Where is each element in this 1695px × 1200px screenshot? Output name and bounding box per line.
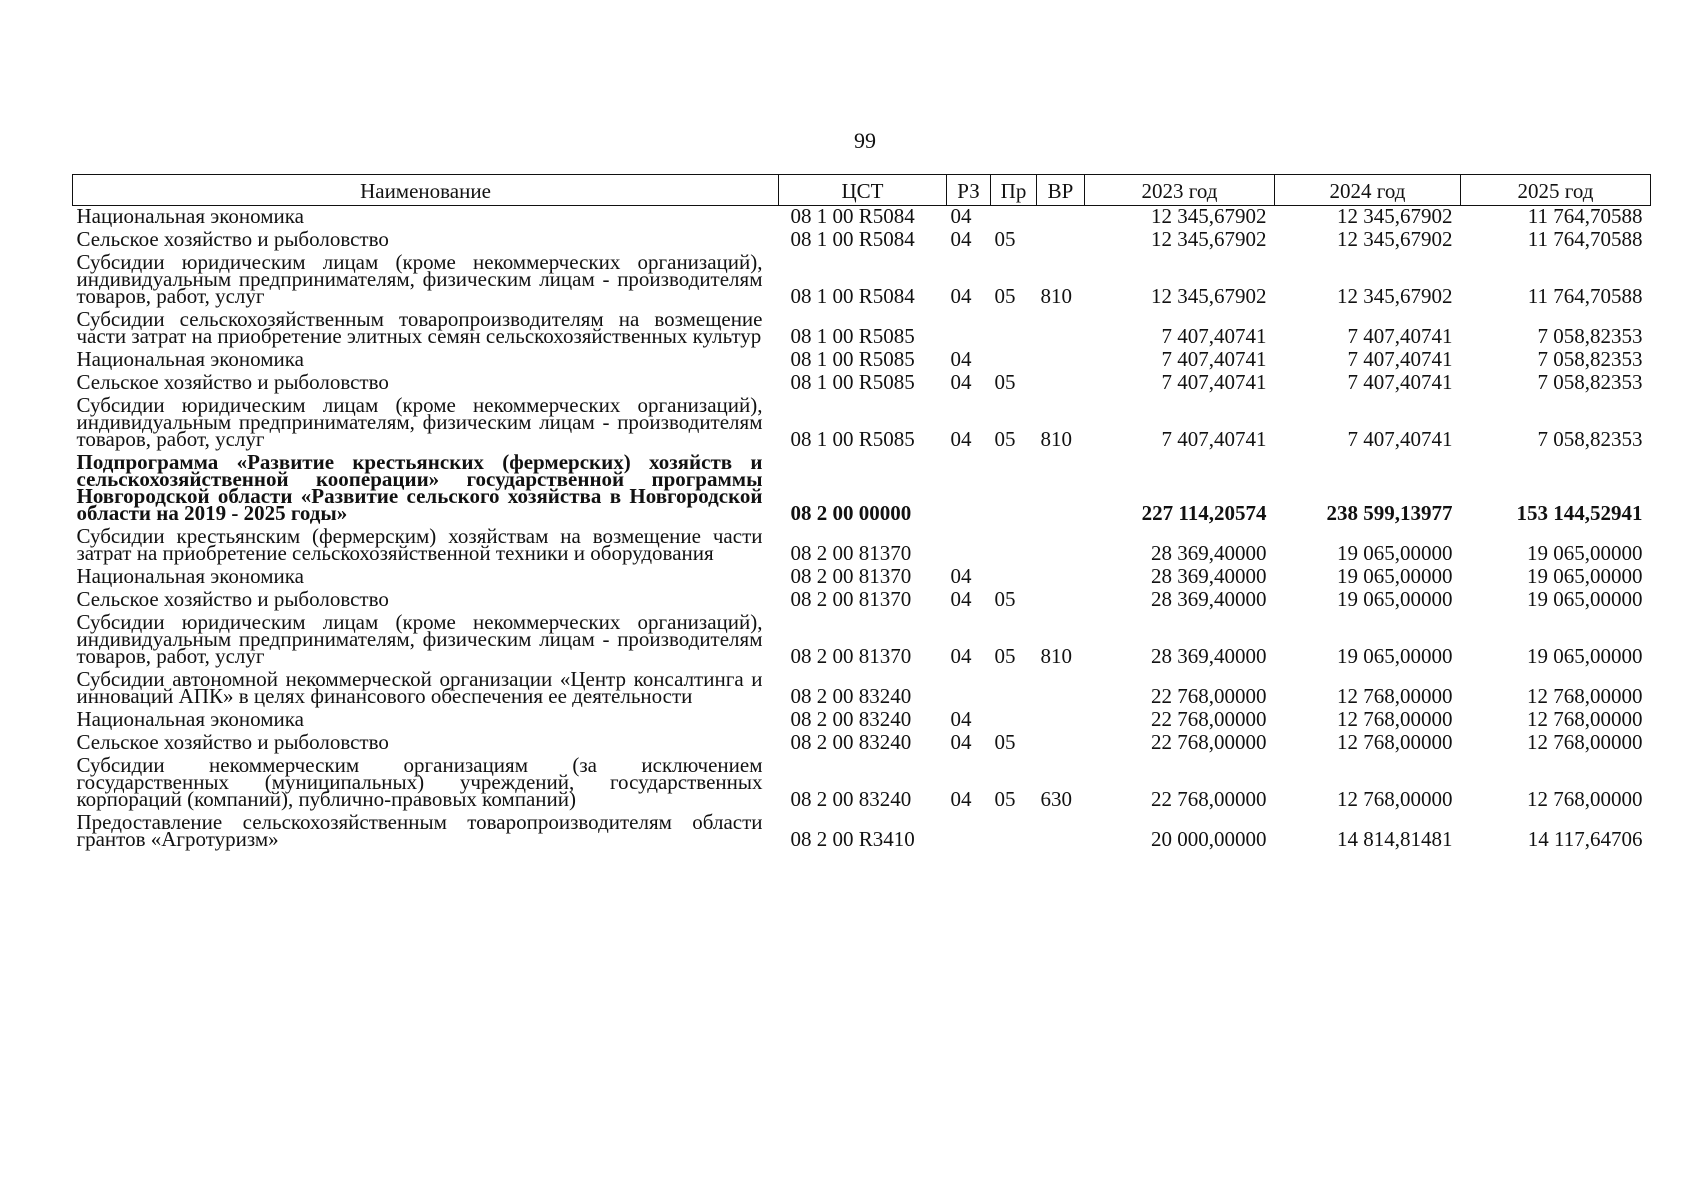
table-header-row (73, 175, 1651, 206)
row-name: Национальная экономика (76, 204, 304, 228)
row-rz-code (947, 669, 991, 709)
row-vr-code (1037, 349, 1085, 372)
row-value-2025: 12 768,00000 (1527, 787, 1643, 811)
row-cst-code: 08 2 00 83240 (790, 787, 912, 811)
row-pr-code: 05 (994, 730, 1016, 754)
table-row (73, 452, 1651, 526)
row-value-2024: 19 065,00000 (1337, 541, 1453, 565)
row-vr-code (1037, 812, 1085, 852)
header-vr: ВР (1037, 175, 1085, 206)
row-value-2023: 7 407,40741 (1161, 347, 1267, 371)
row-pr-code (991, 526, 1037, 566)
header-2024: 2024 год (1275, 175, 1461, 206)
row-rz-code: 04 (950, 644, 972, 668)
row-value-2025: 19 065,00000 (1527, 587, 1643, 611)
row-name: Сельское хозяйство и рыболовство (76, 227, 389, 251)
row-vr-code (1037, 566, 1085, 589)
row-value-2025: 12 768,00000 (1527, 707, 1643, 731)
row-vr-code (1037, 206, 1085, 230)
header-name: Наименование (73, 175, 779, 206)
row-value-2023: 22 768,00000 (1151, 730, 1267, 754)
row-value-2023: 20 000,00000 (1151, 827, 1267, 851)
row-name: Национальная экономика (76, 564, 304, 588)
table-row (73, 612, 1651, 669)
table-row (73, 755, 1651, 812)
row-value-2024: 12 345,67902 (1337, 284, 1453, 308)
row-rz-code (947, 309, 991, 349)
row-rz-code: 04 (950, 284, 972, 308)
row-value-2024: 12 768,00000 (1337, 787, 1453, 811)
row-value-2024: 7 407,40741 (1347, 324, 1453, 348)
table-row (73, 349, 1651, 372)
row-name: Субсидии юридическим лицам (кроме некоммерческих организаций), индивидуальным предпринимателям, физическим лицам - производителям товаров, работ, услуг (76, 250, 763, 308)
row-cst-code: 08 1 00 R5085 (790, 324, 915, 348)
row-rz-code: 04 (950, 427, 972, 451)
row-vr-code (1037, 372, 1085, 395)
row-value-2023: 22 768,00000 (1151, 787, 1267, 811)
row-value-2025: 19 065,00000 (1527, 541, 1643, 565)
row-rz-code (947, 452, 991, 526)
row-value-2025: 7 058,82353 (1537, 427, 1643, 451)
row-value-2024: 12 768,00000 (1337, 684, 1453, 708)
row-pr-code (991, 309, 1037, 349)
row-cst-code: 08 2 00 81370 (790, 587, 912, 611)
row-pr-code (991, 669, 1037, 709)
row-value-2023: 12 345,67902 (1151, 284, 1267, 308)
row-cst-code: 08 2 00 R3410 (790, 827, 915, 851)
row-cst-code: 08 1 00 R5084 (790, 204, 915, 228)
table-row (73, 589, 1651, 612)
budget-table (72, 174, 1651, 852)
row-name: Сельское хозяйство и рыболовство (76, 730, 389, 754)
row-pr-code (991, 709, 1037, 732)
row-pr-code: 05 (994, 427, 1016, 451)
table-row (73, 229, 1651, 252)
row-pr-code (991, 566, 1037, 589)
row-name: Предоставление сельскохозяйственным товаропроизводителям области грантов «Агротуризм» (76, 810, 763, 851)
row-pr-code: 05 (994, 587, 1016, 611)
row-value-2023: 22 768,00000 (1151, 684, 1267, 708)
row-vr-code (1037, 589, 1085, 612)
row-rz-code: 04 (950, 730, 972, 754)
row-rz-code: 04 (950, 587, 972, 611)
row-cst-code: 08 2 00 83240 (790, 684, 912, 708)
table-row (73, 669, 1651, 709)
row-name: Национальная экономика (76, 707, 304, 731)
row-name: Сельское хозяйство и рыболовство (76, 587, 389, 611)
row-value-2023: 28 369,40000 (1151, 541, 1267, 565)
row-rz-code: 04 (950, 370, 972, 394)
row-value-2025: 12 768,00000 (1527, 684, 1643, 708)
page-number: 99 (854, 128, 876, 153)
row-vr-code (1037, 452, 1085, 526)
row-value-2024: 12 768,00000 (1337, 707, 1453, 731)
row-value-2024: 7 407,40741 (1347, 370, 1453, 394)
row-pr-code (991, 452, 1037, 526)
row-value-2024: 19 065,00000 (1337, 564, 1453, 588)
table-row (73, 732, 1651, 755)
row-vr-code (1037, 709, 1085, 732)
row-name: Субсидии автономной некоммерческой организации «Центр консалтинга и инноваций АПК» в целях финансового обеспечения ее деятельности (76, 667, 763, 708)
row-vr-code (1037, 526, 1085, 566)
row-value-2023: 22 768,00000 (1151, 707, 1267, 731)
row-rz-code: 04 (950, 204, 972, 228)
table-row (73, 812, 1651, 852)
row-value-2024: 7 407,40741 (1347, 347, 1453, 371)
row-value-2025: 11 764,70588 (1527, 204, 1643, 228)
header-2023: 2023 год (1085, 175, 1275, 206)
row-value-2023: 7 407,40741 (1161, 370, 1267, 394)
row-value-2025: 12 768,00000 (1527, 730, 1643, 754)
header-2025: 2025 год (1461, 175, 1651, 206)
header-rz: РЗ (947, 175, 991, 206)
row-value-2023: 12 345,67902 (1151, 227, 1267, 251)
row-value-2024: 12 345,67902 (1337, 204, 1453, 228)
row-pr-code: 05 (994, 227, 1016, 251)
row-name: Субсидии некоммерческим организациям (за исключением государственных (муниципальных) учреждений, государственных корпораций (компаний), публично-правовых компаний) (76, 753, 763, 811)
row-name: Субсидии юридическим лицам (кроме некоммерческих организаций), индивидуальным предпринимателям, физическим лицам - производителям товаров, работ, услуг (76, 610, 763, 668)
row-value-2024: 238 599,13977 (1326, 501, 1453, 525)
row-vr-code (1037, 309, 1085, 349)
row-vr-code (1037, 229, 1085, 252)
table-row (73, 395, 1651, 452)
row-value-2025: 7 058,82353 (1537, 347, 1643, 371)
table-row (73, 566, 1651, 589)
row-pr-code (991, 812, 1037, 852)
row-name: Национальная экономика (76, 347, 304, 371)
table-row (73, 252, 1651, 309)
table-row (73, 709, 1651, 732)
row-name: Подпрограмма «Развитие крестьянских (фермерских) хозяйств и сельскохозяйственной кооперации» государственной программы Новгородской области «Развитие сельского хозяйства в Новгородской области на 2019 - 2025 годы» (76, 450, 763, 525)
row-rz-code (947, 812, 991, 852)
table-row (73, 309, 1651, 349)
table-body (73, 206, 1651, 853)
row-vr-code (1037, 669, 1085, 709)
table-row (73, 526, 1651, 566)
row-cst-code: 08 2 00 81370 (790, 541, 912, 565)
row-rz-code: 04 (950, 707, 972, 731)
row-value-2024: 12 345,67902 (1337, 227, 1453, 251)
row-value-2023: 7 407,40741 (1161, 324, 1267, 348)
row-name: Субсидии сельскохозяйственным товаропроизводителям на возмещение части затрат на приобретение элитных семян сельскохозяйственных культур (76, 307, 763, 348)
table-row (73, 372, 1651, 395)
row-value-2023: 7 407,40741 (1161, 427, 1267, 451)
row-vr-code: 810 (1040, 284, 1072, 308)
row-cst-code: 08 2 00 83240 (790, 707, 912, 731)
row-cst-code: 08 1 00 R5085 (790, 427, 915, 451)
row-vr-code: 630 (1040, 787, 1072, 811)
row-cst-code: 08 1 00 R5084 (790, 284, 915, 308)
row-cst-code: 08 2 00 00000 (790, 501, 912, 525)
row-value-2025: 19 065,00000 (1527, 564, 1643, 588)
row-cst-code: 08 1 00 R5085 (790, 370, 915, 394)
row-value-2023: 28 369,40000 (1151, 587, 1267, 611)
row-value-2023: 12 345,67902 (1151, 204, 1267, 228)
row-rz-code (947, 526, 991, 566)
row-cst-code: 08 2 00 83240 (790, 730, 912, 754)
row-value-2024: 7 407,40741 (1347, 427, 1453, 451)
row-pr-code: 05 (994, 370, 1016, 394)
row-name: Субсидии крестьянским (фермерским) хозяйствам на возмещение части затрат на приобретение сельскохозяйственной техники и оборудования (76, 524, 763, 565)
row-value-2024: 14 814,81481 (1337, 827, 1453, 851)
row-rz-code: 04 (950, 787, 972, 811)
row-pr-code (991, 206, 1037, 230)
row-value-2025: 7 058,82353 (1537, 370, 1643, 394)
row-pr-code (991, 349, 1037, 372)
row-value-2024: 19 065,00000 (1337, 644, 1453, 668)
row-value-2023: 28 369,40000 (1151, 564, 1267, 588)
row-cst-code: 08 1 00 R5085 (790, 347, 915, 371)
row-value-2025: 11 764,70588 (1527, 284, 1643, 308)
row-value-2024: 19 065,00000 (1337, 587, 1453, 611)
row-value-2025: 11 764,70588 (1527, 227, 1643, 251)
table-row (73, 206, 1651, 230)
row-value-2023: 227 114,20574 (1141, 501, 1267, 525)
row-pr-code: 05 (994, 644, 1016, 668)
row-value-2025: 14 117,64706 (1527, 827, 1643, 851)
row-vr-code: 810 (1040, 644, 1072, 668)
row-name: Сельское хозяйство и рыболовство (76, 370, 389, 394)
header-pr: Пр (991, 175, 1037, 206)
row-value-2025: 153 144,52941 (1516, 501, 1643, 525)
row-cst-code: 08 2 00 81370 (790, 564, 912, 588)
row-rz-code: 04 (950, 347, 972, 371)
row-value-2025: 7 058,82353 (1537, 324, 1643, 348)
header-cst: ЦСТ (779, 175, 947, 206)
row-cst-code: 08 1 00 R5084 (790, 227, 915, 251)
row-value-2025: 19 065,00000 (1527, 644, 1643, 668)
row-value-2024: 12 768,00000 (1337, 730, 1453, 754)
row-pr-code: 05 (994, 787, 1016, 811)
row-name: Субсидии юридическим лицам (кроме некоммерческих организаций), индивидуальным предпринимателям, физическим лицам - производителям товаров, работ, услуг (76, 393, 763, 451)
row-rz-code: 04 (950, 227, 972, 251)
row-vr-code: 810 (1040, 427, 1072, 451)
row-rz-code: 04 (950, 564, 972, 588)
row-cst-code: 08 2 00 81370 (790, 644, 912, 668)
row-value-2023: 28 369,40000 (1151, 644, 1267, 668)
row-pr-code: 05 (994, 284, 1016, 308)
row-vr-code (1037, 732, 1085, 755)
